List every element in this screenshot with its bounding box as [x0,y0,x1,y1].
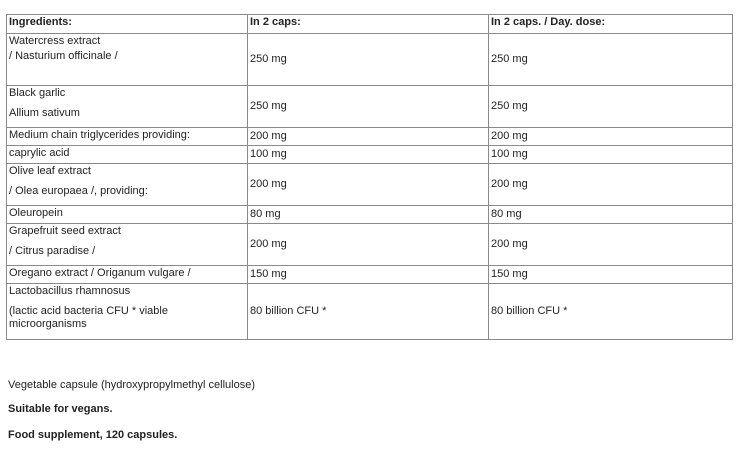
ingredient-name: caprylic acid [9,147,70,159]
ingredient-cell [7,34,248,86]
ingredient-name: Oregano extract / Origanum vulgare / [9,267,191,279]
ingredient-name: Lactobacillus rhamnosus [9,285,131,297]
amount-per-2-caps: 250 mg [248,86,489,128]
header-daily-dose: In 2 caps. / Day. dose: [489,15,733,34]
ingredient-cell [7,266,248,284]
vegan-note: Suitable for vegans. [8,403,113,415]
ingredient-cell [7,206,248,224]
amount-per-2-caps: 200 mg [248,128,489,146]
table-row [7,34,733,86]
amount-per-2-caps: 200 mg [248,164,489,206]
capsule-note: Vegetable capsule (hydroxypropylmethyl cellulose) [8,379,256,391]
table-row [7,224,733,266]
ingredient-cell [7,284,248,340]
table-row [7,86,733,128]
ingredients-table [6,14,733,340]
amount-per-day-dose: 80 mg [489,206,733,224]
ingredient-name: Grapefruit seed extract [9,225,121,237]
ingredient-name: Watercress extract [9,35,101,47]
ingredient-cell [7,164,248,206]
amount-per-day-dose: 250 mg [489,34,733,86]
table-row [7,164,733,206]
amount-per-day-dose: 100 mg [489,146,733,164]
ingredient-cell [7,224,248,266]
amount-per-2-caps: 80 billion CFU * [248,284,489,340]
amount-per-2-caps: 150 mg [248,266,489,284]
ingredient-description: (lactic acid bacteria CFU * viable [9,305,168,317]
amount-per-2-caps: 100 mg [248,146,489,164]
ingredient-name: Oleuropein [9,207,63,219]
table-row [7,266,733,284]
ingredient-name: Medium chain triglycerides providing: [9,129,190,141]
ingredient-name: Olive leaf extract [9,165,91,177]
ingredient-cell [7,146,248,164]
ingredient-latin-name: / Nasturium officinale / [9,50,118,62]
table-row [7,206,733,224]
table-header-row [7,15,733,34]
ingredient-latin-name: Allium sativum [9,107,80,119]
amount-per-2-caps: 250 mg [248,34,489,86]
ingredient-description-cont: microorganisms [9,318,87,330]
amount-per-2-caps: 80 mg [248,206,489,224]
amount-per-day-dose: 80 billion CFU * [489,284,733,340]
table-row [7,146,733,164]
product-note: Food supplement, 120 capsules. [8,429,178,441]
amount-per-day-dose: 200 mg [489,164,733,206]
header-ingredients: Ingredients: [7,15,248,34]
header-in-2-caps: In 2 caps: [248,15,489,34]
ingredient-cell [7,86,248,128]
amount-per-day-dose: 200 mg [489,224,733,266]
ingredient-name: Black garlic [9,87,66,99]
table-row [7,284,733,340]
amount-per-day-dose: 200 mg [489,128,733,146]
amount-per-day-dose: 250 mg [489,86,733,128]
ingredient-latin-name: / Olea europaea /, providing: [9,185,148,197]
ingredient-latin-name: / Citrus paradise / [9,245,96,257]
table-row [7,128,733,146]
amount-per-day-dose: 150 mg [489,266,733,284]
ingredient-cell [7,128,248,146]
amount-per-2-caps: 200 mg [248,224,489,266]
